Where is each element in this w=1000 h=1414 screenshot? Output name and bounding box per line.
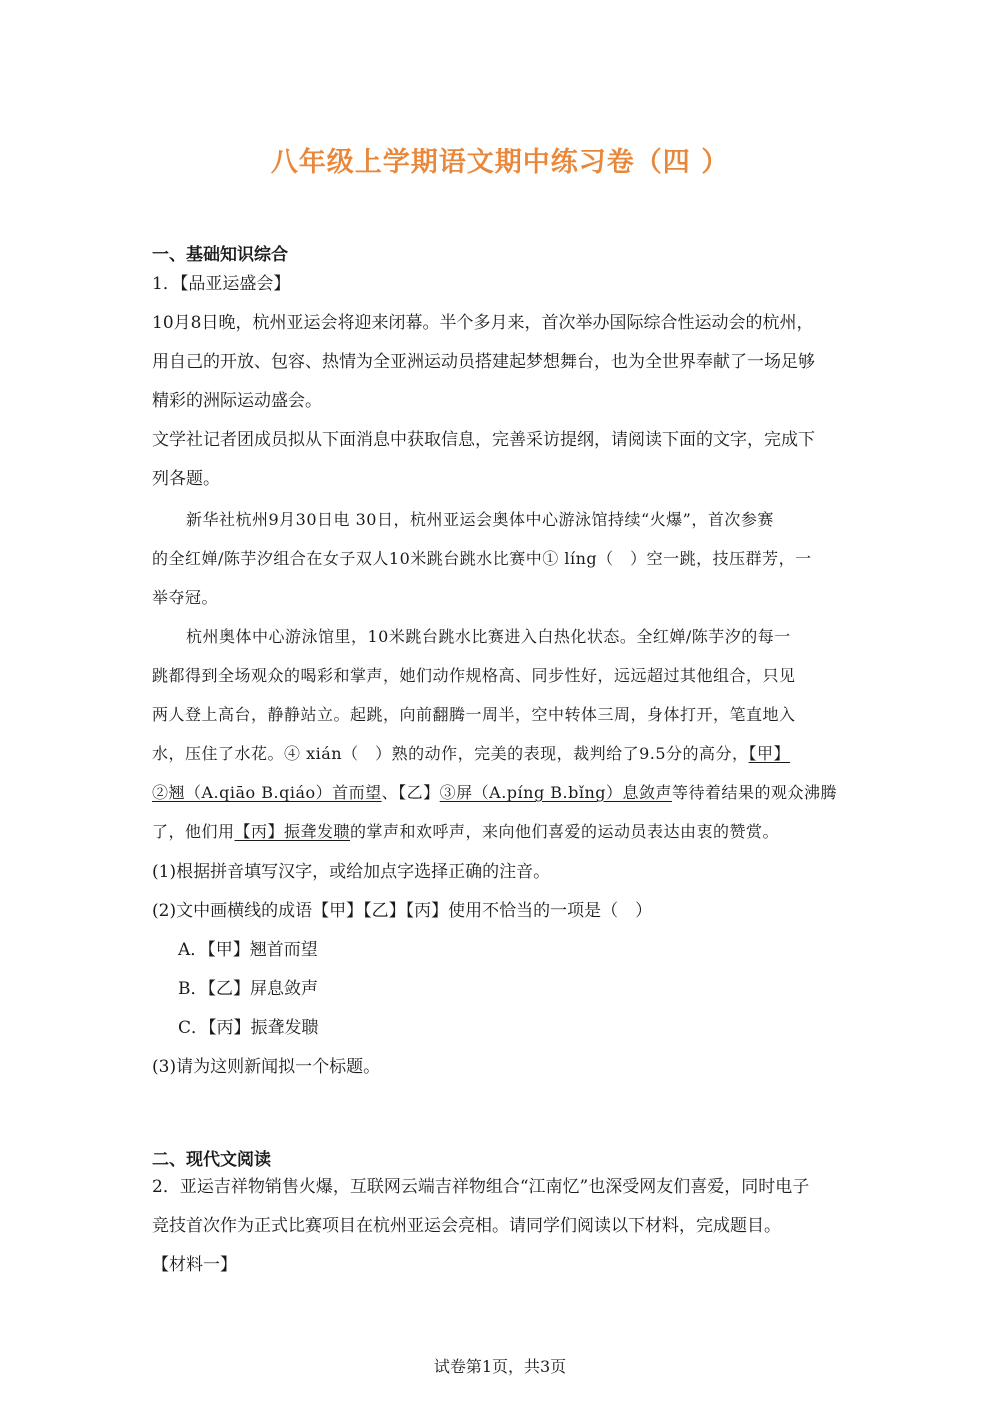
- news-p2-line-5: [152, 773, 852, 812]
- option-a[interactable]: A．【甲】翘首而望: [178, 940, 318, 960]
- intro-line-2: 用自己的开放、包容、热情为全亚洲运动员搭建起梦想舞台，也为全世界奉献了一场足够: [152, 352, 815, 372]
- sub-question-2: (2)文中画横线的成语【甲】【乙】【丙】使用不恰当的一项是（ ）: [152, 901, 653, 921]
- intro-line-4: 文学社记者团成员拟从下面消息中获取信息，完善采访提纲，请阅读下面的文字，完成下: [152, 430, 815, 450]
- news-p2-line-1: 杭州奥体中心游泳馆里，10米跳台跳水比赛进入白热化状态。全红婵/陈芋汐的每一: [186, 627, 791, 646]
- question-number: 1．: [152, 274, 180, 294]
- page-footer: 试卷第1页，共3页: [433, 1357, 567, 1376]
- news-p1-line-3: 举夺冠。: [152, 588, 219, 607]
- news-p2-line-4: [152, 734, 852, 773]
- news-p2-line-5-rest: 等待着结果的观众沸腾: [672, 783, 838, 802]
- section1-heading: 一、基础知识综合: [152, 245, 288, 265]
- news-p2-line-4-text: 水，压住了水花。④ xián（ ）熟的动作，完美的表现，裁判给了9.5分的高分，: [152, 744, 749, 763]
- news-p1-line-1: 新华社杭州9月30日电 30日，杭州亚运会奥体中心游泳馆持续“火爆”，首次参赛: [186, 510, 774, 529]
- intro-line-5: 列各题。: [152, 469, 220, 489]
- sub-question-1: (1)根据拼音填写汉字，或给加点字选择正确的注音。: [152, 862, 551, 882]
- question2-line-2: 竞技首次作为正式比赛项目在杭州亚运会亮相。请同学们阅读以下材料，完成题目。: [152, 1216, 781, 1236]
- page-title: 八年级上学期语文期中练习卷（四 ）: [270, 147, 730, 178]
- question2-line-1: 2．亚运吉祥物销售火爆，互联网云端吉祥物组合“江南忆”也深受网友们喜爱，同时电子: [152, 1177, 810, 1197]
- idiom-yi-marker: 、【乙】: [381, 783, 440, 802]
- idiom-jia-marker: 【甲】: [748, 744, 791, 763]
- idiom-yi: ③屏（A.píng B.bǐng）息敛声: [439, 783, 673, 802]
- option-b[interactable]: B．【乙】屏息敛声: [178, 979, 318, 999]
- news-p2-line-3: 两人登上高台，静静站立。起跳，向前翻腾一周半，空中转体三周，身体打开，笔直地入: [152, 705, 796, 724]
- material-label: 【材料一】: [152, 1255, 237, 1275]
- section2-heading: 二、现代文阅读: [152, 1150, 271, 1170]
- idiom-jia: ②翘（A.qiāo B.qiáo）首而望: [152, 783, 382, 802]
- news-p1-line-2: 的全红婵/陈芋汐组合在女子双人10米跳台跳水比赛中① líng（ ）空一跳，技压群芳，一: [152, 549, 812, 568]
- idiom-bing: 【丙】振聋发聩: [234, 822, 351, 841]
- sub-question-3: (3)请为这则新闻拟一个标题。: [152, 1057, 381, 1077]
- question-tag: 【品亚运盛会】: [179, 274, 291, 294]
- news-p2-line-6: [152, 812, 852, 851]
- question1-header: [152, 265, 852, 304]
- option-c[interactable]: C．【丙】振聋发聩: [178, 1018, 319, 1038]
- news-p2-line-6-rest: 的掌声和欢呼声，来向他们喜爱的运动员表达由衷的赞赏。: [350, 822, 780, 841]
- intro-line-3: 精彩的洲际运动盛会。: [152, 391, 322, 411]
- intro-line-1: 10月8日晚，杭州亚运会将迎来闭幕。半个多月来，首次举办国际综合性运动会的杭州，: [152, 313, 814, 333]
- news-p2-line-2: 跳都得到全场观众的喝彩和掌声，她们动作规格高、同步性好，远远超过其他组合，只见: [152, 666, 796, 685]
- news-p2-line-6-start: 了，他们用: [152, 822, 235, 841]
